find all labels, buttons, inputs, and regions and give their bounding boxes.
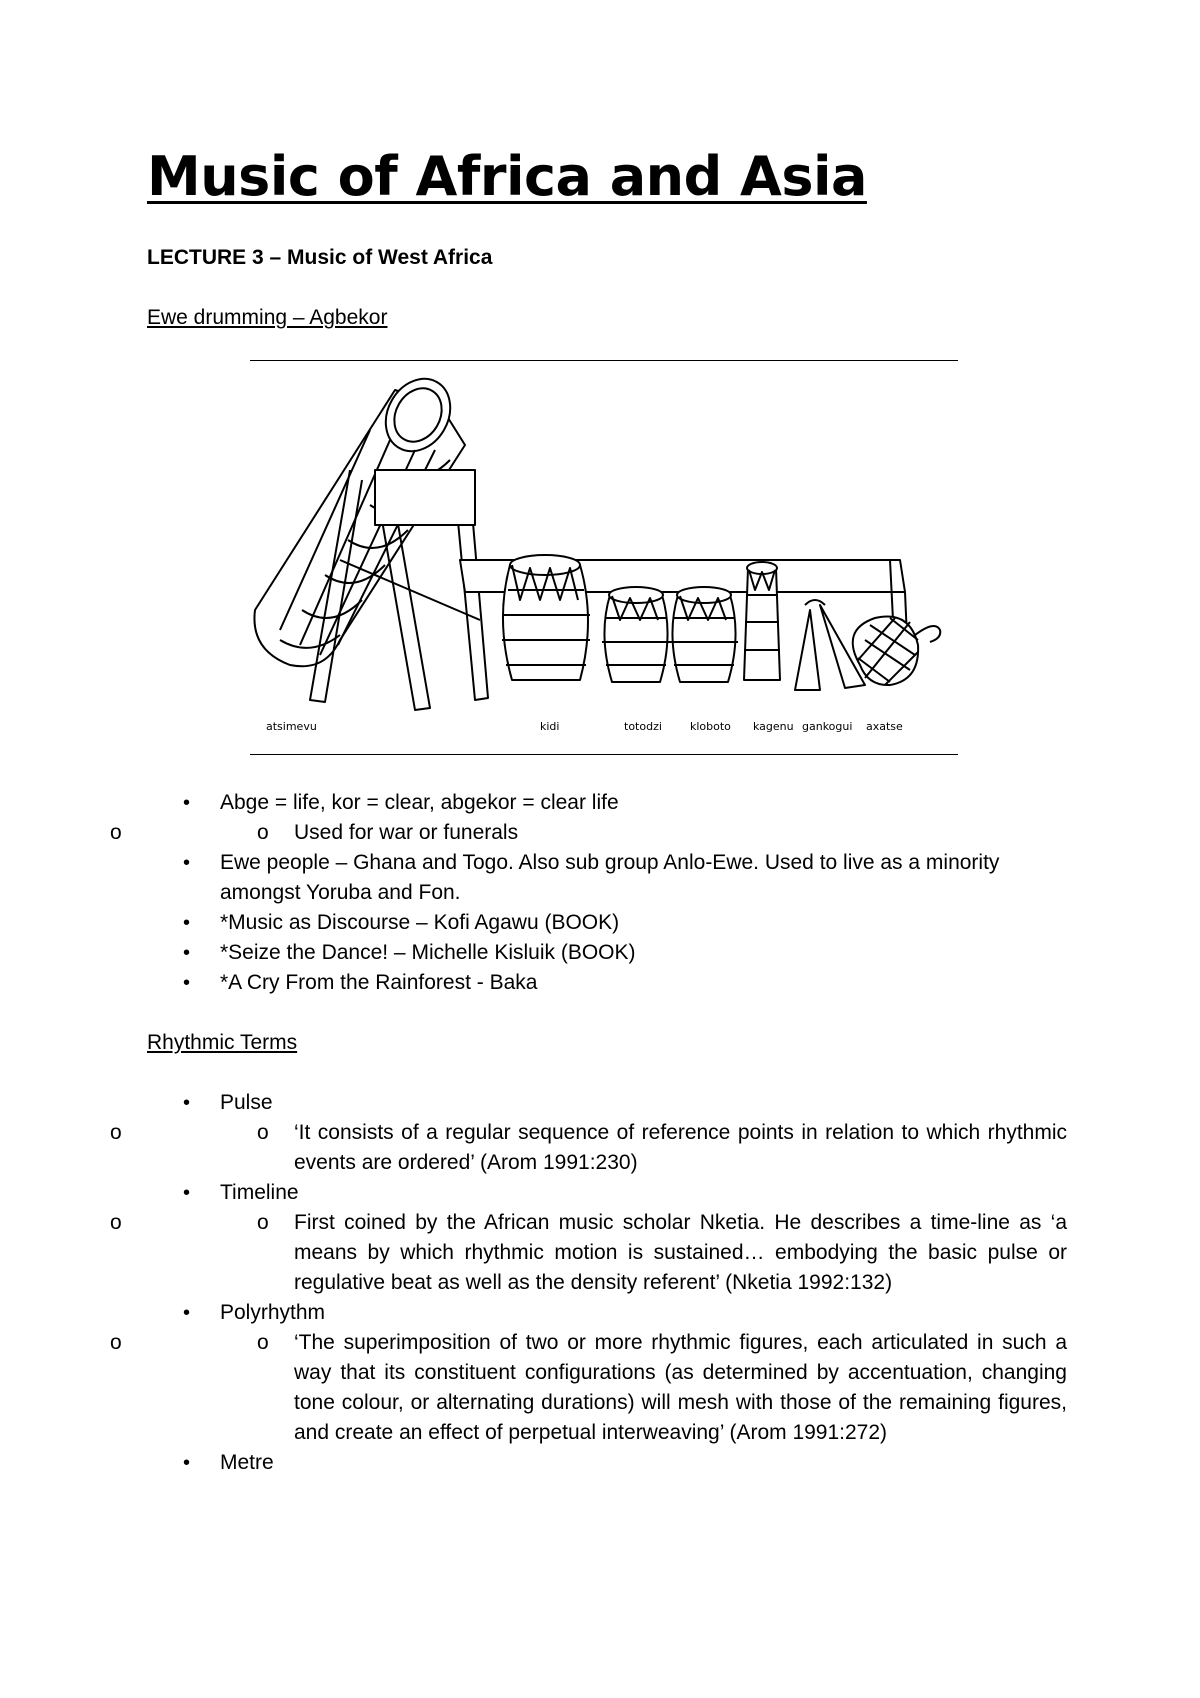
ewe-bullet-list xyxy=(147,788,1067,998)
sub-list xyxy=(220,1208,1067,1298)
label-kagenu: kagenu xyxy=(753,720,794,733)
sub-list-item: o o Used for war or funerals xyxy=(220,818,1067,848)
list-item: • Timeline o o First coined by the African music scholar Nketia. He describes a time-line as ‘a means by which rhythmic motion is sustained… embodying the basic pulse or regulative beat as well as the density referent’ (Nketia 1992:132) xyxy=(147,1178,1067,1298)
totodzi-drum-icon xyxy=(602,587,670,682)
label-atsimevu: atsimevu xyxy=(266,720,317,733)
axatse-rattle-icon xyxy=(853,617,941,686)
kidi-drum-icon xyxy=(502,555,590,680)
label-gankogui: gankogui xyxy=(802,720,853,733)
list-item: • Pulse o o ‘It consists of a regular sequence of reference points in relation to which rhythmic events are ordered’ (Arom 1991:230) xyxy=(147,1088,1067,1178)
label-kloboto: kloboto xyxy=(690,720,731,733)
rhythmic-terms-list xyxy=(147,1088,1067,1478)
sub-list xyxy=(220,1328,1067,1448)
figure-bottom-rule xyxy=(250,754,958,755)
kagenu-drum-icon xyxy=(744,562,780,680)
ewe-drums-illustration xyxy=(250,360,958,756)
label-kidi: kidi xyxy=(540,720,560,733)
sub-list xyxy=(220,1118,1067,1178)
kloboto-drum-icon xyxy=(670,587,738,682)
list-item: • *A Cry From the Rainforest - Baka xyxy=(147,968,1067,998)
sub-list-item: o o First coined by the African music scholar Nketia. He describes a time-line as ‘a means by which rhythmic motion is sustained… embodying the basic pulse or regulative beat as well as the density referent’ (Nketia 1992:132) xyxy=(220,1208,1067,1298)
section-heading-ewe-drumming: Ewe drumming – Agbekor xyxy=(147,306,388,329)
label-totodzi: totodzi xyxy=(624,720,662,733)
label-axatse: axatse xyxy=(866,720,903,733)
list-item: • Ewe people – Ghana and Togo. Also sub group Anlo-Ewe. Used to live as a minority amongst Yoruba and Fon. xyxy=(147,848,1067,908)
drums-drawing xyxy=(250,360,958,756)
sub-list xyxy=(220,818,1067,848)
document-title: Music of Africa and Asia xyxy=(147,145,867,208)
list-item: • Metre xyxy=(147,1448,1067,1478)
sub-list-item: o o ‘The superimposition of two or more rhythmic figures, each articulated in such a way that its constituent configurations (as determined by accentuation, changing tone colour, or alternating durations) will mesh with those of the remaining figures, and create an effect of perpetual interweaving’ (Arom 1991:272) xyxy=(220,1328,1067,1448)
section-heading-rhythmic-terms: Rhythmic Terms xyxy=(147,1031,298,1054)
list-item: • *Seize the Dance! – Michelle Kisluik (BOOK) xyxy=(147,938,1067,968)
sub-list-item: o o ‘It consists of a regular sequence of reference points in relation to which rhythmic events are ordered’ (Arom 1991:230) xyxy=(220,1118,1067,1178)
lecture-heading: LECTURE 3 – Music of West Africa xyxy=(147,246,493,269)
list-item: • Polyrhythm o o ‘The superimposition of two or more rhythmic figures, each articulated in such a way that its constituent configurations (as determined by accentuation, changing tone colour, or alternating durations) will mesh with those of the remaining figures, and create an effect of perpetual interweaving’ (Arom 1991:272) xyxy=(147,1298,1067,1448)
list-item: • Abge = life, kor = clear, abgekor = clear life o o Used for war or funerals xyxy=(147,788,1067,848)
list-item: • *Music as Discourse – Kofi Agawu (BOOK) xyxy=(147,908,1067,938)
